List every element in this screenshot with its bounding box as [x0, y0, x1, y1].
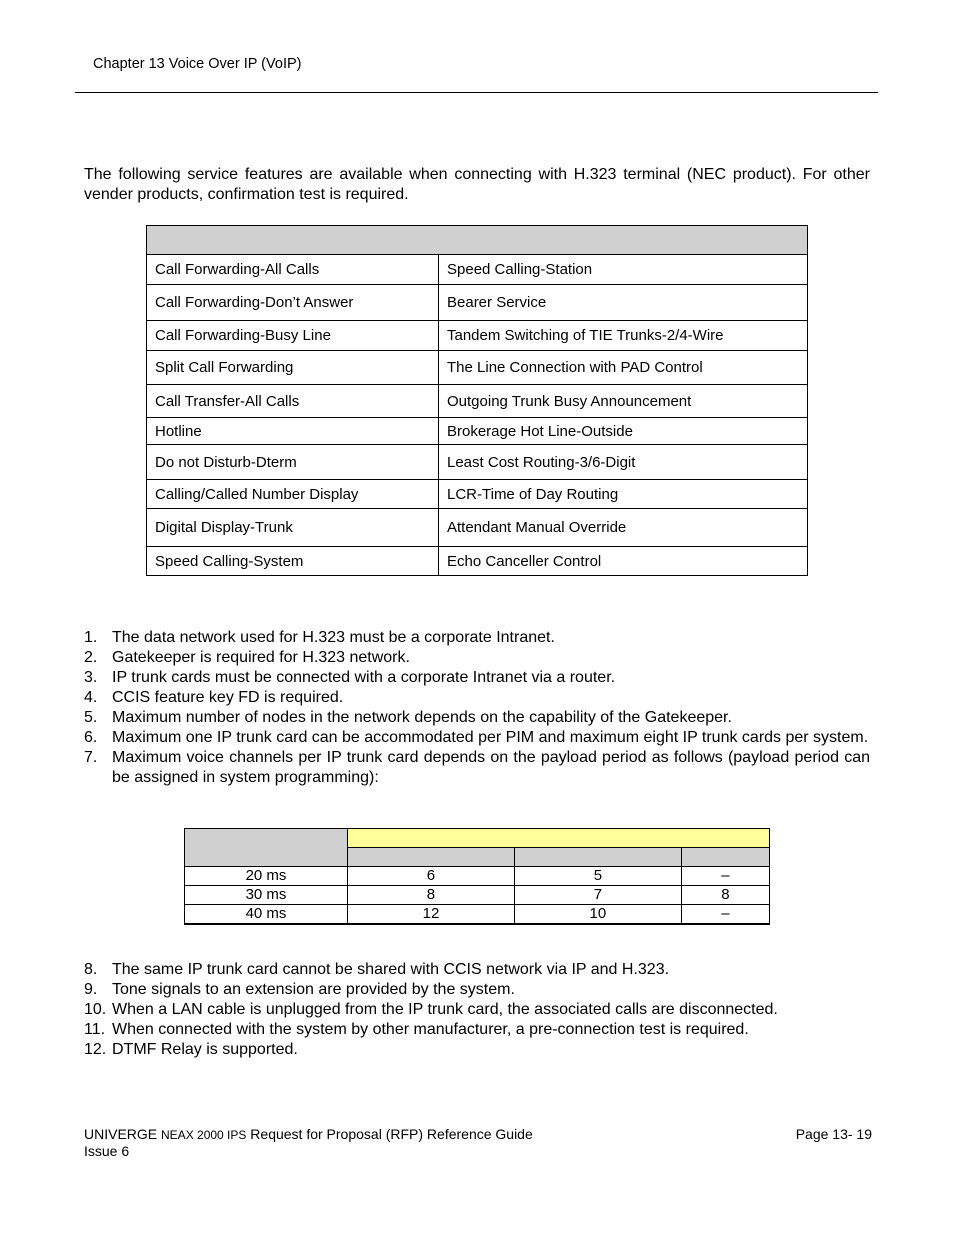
- feature-cell: Calling/Called Number Display: [147, 480, 439, 509]
- feature-cell: Speed Calling-Station: [439, 255, 808, 285]
- footer-brand: UNIVERGE: [84, 1126, 158, 1142]
- feature-cell: Brokerage Hot Line-Outside: [439, 418, 808, 445]
- chapter-header: Chapter 13 Voice Over IP (VoIP): [93, 56, 302, 72]
- notes-list: [84, 960, 870, 1060]
- list-item: 2. Gatekeeper is required for H.323 network.: [84, 649, 410, 666]
- feature-cell: The Line Connection with PAD Control: [439, 351, 808, 385]
- footer-page-number: Page 13- 19: [795, 1126, 872, 1142]
- feature-cell: Tandem Switching of TIE Trunks-2/4-Wire: [439, 321, 808, 351]
- features-table-header: [147, 226, 808, 255]
- requirements-list: [84, 628, 870, 788]
- list-item: 7. Maximum voice channels per IP trunk card depends on the payload period as follows (payload period can be assigned in system programming):: [84, 749, 870, 786]
- feature-cell: Echo Canceller Control: [439, 547, 808, 576]
- footer-product: NEAX 2000 IPS: [161, 1128, 247, 1142]
- feature-cell: Outgoing Trunk Busy Announcement: [439, 385, 808, 418]
- subheader-cell: [681, 848, 769, 867]
- feature-cell: LCR-Time of Day Routing: [439, 480, 808, 509]
- list-item: 11. When connected with the system by other manufacturer, a pre-connection test is required.: [84, 1021, 749, 1038]
- footer-title: Request for Proposal (RFP) Reference Guide: [250, 1126, 533, 1142]
- footer-issue: Issue 6: [84, 1143, 130, 1159]
- footer-document-info: [84, 1126, 533, 1159]
- feature-cell: Do not Disturb-Dterm: [147, 445, 439, 480]
- subheader-cell: [348, 848, 515, 867]
- feature-cell: Bearer Service: [439, 285, 808, 321]
- list-item: 10. When a LAN cable is unplugged from the IP trunk card, the associated calls are disconnected.: [84, 1001, 778, 1018]
- table-row: 30 ms 8 7 8: [185, 886, 770, 905]
- list-item: 6. Maximum one IP trunk card can be accommodated per PIM and maximum eight IP trunk cards per system.: [84, 729, 869, 746]
- table-row: 20 ms 6 5 –: [185, 867, 770, 886]
- list-item: 12. DTMF Relay is supported.: [84, 1041, 298, 1058]
- list-item: 1. The data network used for H.323 must be a corporate Intranet.: [84, 629, 555, 646]
- list-item: 4. CCIS feature key FD is required.: [84, 689, 344, 706]
- feature-cell: Call Forwarding-Busy Line: [147, 321, 439, 351]
- channels-header-cell: [348, 829, 770, 848]
- payload-header-cell: [185, 829, 348, 867]
- feature-cell: Digital Display-Trunk: [147, 509, 439, 547]
- list-item: 9. Tone signals to an extension are provided by the system.: [84, 981, 515, 998]
- feature-cell: Call Transfer-All Calls: [147, 385, 439, 418]
- list-item: 8. The same IP trunk card cannot be shared with CCIS network via IP and H.323.: [84, 961, 670, 978]
- table-row: 40 ms 12 10 –: [185, 905, 770, 925]
- header-divider: [75, 92, 878, 93]
- voice-channels-table: [184, 828, 770, 925]
- feature-cell: Call Forwarding-All Calls: [147, 255, 439, 285]
- service-features-table: [146, 225, 808, 576]
- list-item: 5. Maximum number of nodes in the network depends on the capability of the Gatekeeper.: [84, 709, 732, 726]
- feature-cell: Least Cost Routing-3/6-Digit: [439, 445, 808, 480]
- feature-cell: Hotline: [147, 418, 439, 445]
- list-item: 3. IP trunk cards must be connected with a corporate Intranet via a router.: [84, 669, 616, 686]
- feature-cell: Speed Calling-System: [147, 547, 439, 576]
- feature-cell: Call Forwarding-Don’t Answer: [147, 285, 439, 321]
- intro-paragraph: The following service features are available when connecting with H.323 terminal (NEC product). For other vender products, confirmation test is required.: [84, 166, 870, 203]
- subheader-cell: [514, 848, 681, 867]
- feature-cell: Attendant Manual Override: [439, 509, 808, 547]
- feature-cell: Split Call Forwarding: [147, 351, 439, 385]
